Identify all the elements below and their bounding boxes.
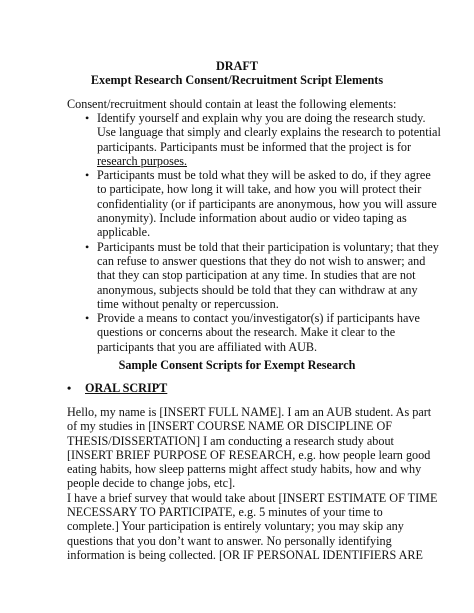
list-item-line: questions or concerns about the research. Make it clear to the	[97, 325, 396, 340]
script-line: questions that you don’t want to answer. No personally identifying	[67, 533, 392, 548]
script-line: complete.] Your participation is entirely voluntary; you may skip any	[67, 519, 404, 534]
list-item	[67, 111, 441, 168]
list-item-line: Identify yourself and explain why you are doing the research study.	[97, 111, 426, 125]
list-item-line: to participate, how long it will take, and how you will protect their	[97, 182, 422, 197]
script-line: NECESSARY TO PARTICIPATE, e.g. 5 minutes of your time to	[67, 505, 383, 520]
bullet-icon: •	[85, 311, 90, 326]
list-item-line: that they can stop participation at any time. In studies that are not	[97, 268, 416, 283]
list-item-line: Participants must be told what they will be asked to do, if they agree	[97, 168, 431, 183]
list-item	[67, 311, 427, 354]
list-item-line: research purposes.	[97, 153, 188, 168]
script-line: eating habits, how sleep patterns might affect study habits, how and why	[67, 462, 422, 477]
script-line: information is being collected. [OR IF PERSONAL IDENTIFIERS ARE	[67, 547, 424, 562]
script-line: of my studies in [INSERT COURSE NAME OR DISCIPLINE OF	[67, 419, 393, 434]
list-item-line: confidentiality (or if participants are anonymous, how you will assure	[97, 196, 437, 211]
bullet-icon: •	[85, 239, 90, 254]
intro-text: Consent/recruitment should contain at least the following elements:	[67, 97, 397, 111]
list-item-line: participants that you are affiliated with AUB.	[97, 339, 318, 354]
oral-script-heading	[67, 381, 168, 395]
list-item-line: can refuse to answer questions that they do not wish to answer; and	[97, 253, 426, 268]
list-item	[67, 239, 439, 311]
script-line: THESIS/DISSERTATION] I am conducting a research study about	[67, 433, 394, 448]
oral-script-label: ORAL SCRIPT	[85, 381, 168, 395]
list-item	[67, 168, 437, 240]
list-item-line: anonymity). Include information about audio or video taping as	[97, 211, 407, 226]
script-line: people decide to change jobs, etc].	[67, 476, 236, 491]
script-line: Hello, my name is [INSERT FULL NAME]. I am an AUB student. As part	[67, 405, 432, 419]
list-item-line: anonymous, subjects should be told that they can withdraw at any	[97, 282, 418, 297]
list-item-line: Participants must be told that their participation is voluntary; that they	[97, 239, 439, 254]
list-item-line: Provide a means to contact you/investigator(s) if participants have	[97, 311, 420, 326]
draft-label: DRAFT	[216, 59, 258, 73]
script-line: I have a brief survey that would take about [INSERT ESTIMATE OF TIME	[67, 490, 438, 505]
section-title: Sample Consent Scripts for Exempt Research	[118, 358, 356, 372]
bullet-icon: •	[67, 381, 72, 395]
script-line: [INSERT BRIEF PURPOSE OF RESEARCH, e.g. how people learn good	[67, 447, 431, 462]
list-item-line: Use language that simply and clearly explains the research to potential	[97, 125, 441, 140]
script-paragraph	[67, 405, 438, 562]
bullet-icon: •	[85, 111, 90, 125]
list-item-line: participants. Participants must be informed that the project is for	[97, 139, 412, 154]
document-title: Exempt Research Consent/Recruitment Script Elements	[90, 73, 384, 87]
bullet-icon: •	[85, 168, 90, 183]
list-item-line: applicable.	[97, 225, 151, 240]
requirements-list	[67, 111, 441, 354]
list-item-line: time without penalty or repercussion.	[97, 296, 279, 311]
